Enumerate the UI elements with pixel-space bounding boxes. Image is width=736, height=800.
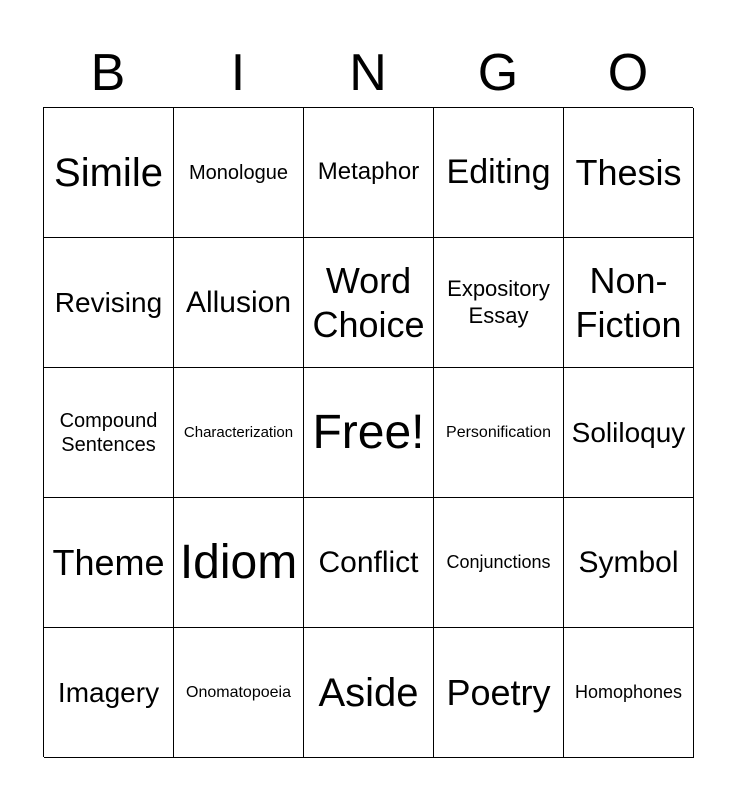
bingo-cell[interactable] [434, 498, 564, 628]
bingo-cell[interactable] [304, 628, 434, 758]
bingo-cell[interactable] [304, 238, 434, 368]
cell-label: Conflict [318, 545, 419, 579]
cell-label: Theme [52, 541, 165, 583]
bingo-card [43, 107, 693, 757]
cell-label: Metaphor [317, 158, 420, 186]
bingo-cell[interactable] [304, 498, 434, 628]
cell-label: Soliloquy [571, 416, 686, 448]
bingo-cell[interactable] [174, 498, 304, 628]
bingo-cell[interactable] [174, 368, 304, 498]
cell-label: Poetry [446, 671, 551, 713]
cell-label: Monologue [189, 161, 288, 184]
cell-label: Editing [446, 153, 551, 192]
cell-label: Personification [446, 423, 551, 441]
bingo-cell[interactable] [174, 628, 304, 758]
bingo-cell[interactable] [44, 628, 174, 758]
cell-label: Thesis [575, 151, 682, 193]
bingo-cell[interactable] [44, 498, 174, 628]
cell-label: Idiom [179, 535, 298, 589]
cell-label: Non-Fiction [575, 260, 682, 345]
bingo-cell[interactable] [434, 628, 564, 758]
bingo-cell[interactable] [564, 108, 694, 238]
header-letter-g: G [477, 44, 519, 102]
bingo-cell[interactable] [564, 368, 694, 498]
bingo-cell[interactable] [434, 108, 564, 238]
cell-label: Imagery [57, 676, 160, 708]
bingo-cell[interactable] [434, 238, 564, 368]
cell-label: Free! [312, 405, 425, 459]
header-letter-b: B [90, 44, 126, 102]
bingo-cell[interactable] [564, 238, 694, 368]
cell-label: Simile [54, 150, 163, 195]
bingo-header [43, 40, 693, 106]
header-letter-n: N [349, 44, 387, 102]
header-letter-o: O [607, 44, 649, 102]
bingo-cell[interactable] [564, 498, 694, 628]
cell-label: Onomatopoeia [186, 683, 291, 701]
cell-label: Characterization [183, 423, 294, 441]
bingo-cell[interactable] [434, 368, 564, 498]
bingo-cell[interactable] [44, 108, 174, 238]
bingo-cell[interactable] [174, 108, 304, 238]
cell-label: Allusion [185, 285, 292, 319]
cell-label: Homophones [574, 681, 683, 702]
header-letter-i: I [230, 44, 246, 102]
bingo-cell[interactable] [44, 238, 174, 368]
cell-label: Revising [54, 286, 163, 318]
bingo-cell[interactable] [304, 108, 434, 238]
bingo-cell[interactable] [174, 238, 304, 368]
cell-label: Compound Sentences [59, 409, 158, 456]
cell-label: Word Choice [312, 260, 425, 345]
cell-label: Symbol [578, 545, 679, 579]
bingo-cell[interactable] [44, 368, 174, 498]
cell-label: Conjunctions [446, 551, 551, 572]
bingo-cell[interactable] [564, 628, 694, 758]
cell-label: Aside [318, 670, 419, 715]
bingo-cell[interactable] [304, 368, 434, 498]
cell-label: Expository Essay [447, 276, 550, 328]
